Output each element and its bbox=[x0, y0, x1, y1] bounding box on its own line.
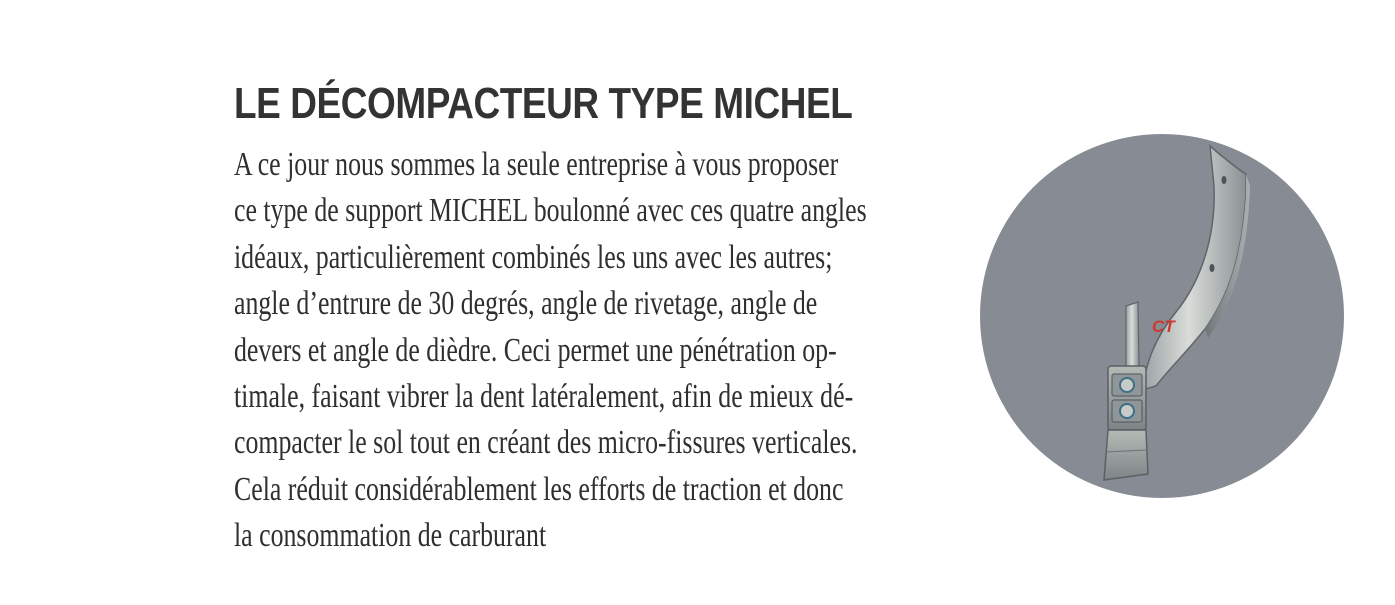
paragraph-line: idéaux, particulièrement combinés les uns avec les autres; bbox=[234, 238, 833, 276]
tine-foot bbox=[1104, 430, 1148, 480]
shank-hole bbox=[1210, 264, 1215, 272]
photo-circle-background bbox=[980, 134, 1344, 498]
paragraph-line: ce type de support MICHEL boulonné avec ces quatre angles bbox=[234, 192, 867, 230]
bolt-icon bbox=[1120, 378, 1134, 392]
paragraph-line: angle d’entrure de 30 degrés, angle de rivetage, angle de bbox=[234, 285, 818, 323]
product-photo bbox=[980, 134, 1344, 498]
support-bar bbox=[1126, 302, 1139, 370]
ct-logo: CT bbox=[1152, 317, 1175, 336]
paragraph-line: la consommation de carburant bbox=[234, 517, 547, 555]
paragraph-line: A ce jour nous sommes la seule entreprise à vous proposer bbox=[234, 146, 839, 183]
decompactor-tine-icon bbox=[980, 134, 1344, 498]
bolt-icon bbox=[1120, 404, 1134, 418]
paragraph-line: timale, faisant vibrer la dent latéralement, afin de mieux dé- bbox=[234, 377, 854, 415]
description-paragraph bbox=[234, 142, 1066, 560]
page-title: LE DÉCOMPACTEUR TYPE MICHEL bbox=[234, 79, 853, 128]
paragraph-line: compacter le sol tout en créant des micro-fissures verticales. bbox=[234, 424, 858, 462]
shank-hole bbox=[1222, 176, 1227, 184]
paragraph-line: Cela réduit considérablement les efforts de traction et donc bbox=[234, 470, 844, 508]
paragraph-line: devers et angle de dièdre. Ceci permet une pénétration op- bbox=[234, 331, 837, 369]
